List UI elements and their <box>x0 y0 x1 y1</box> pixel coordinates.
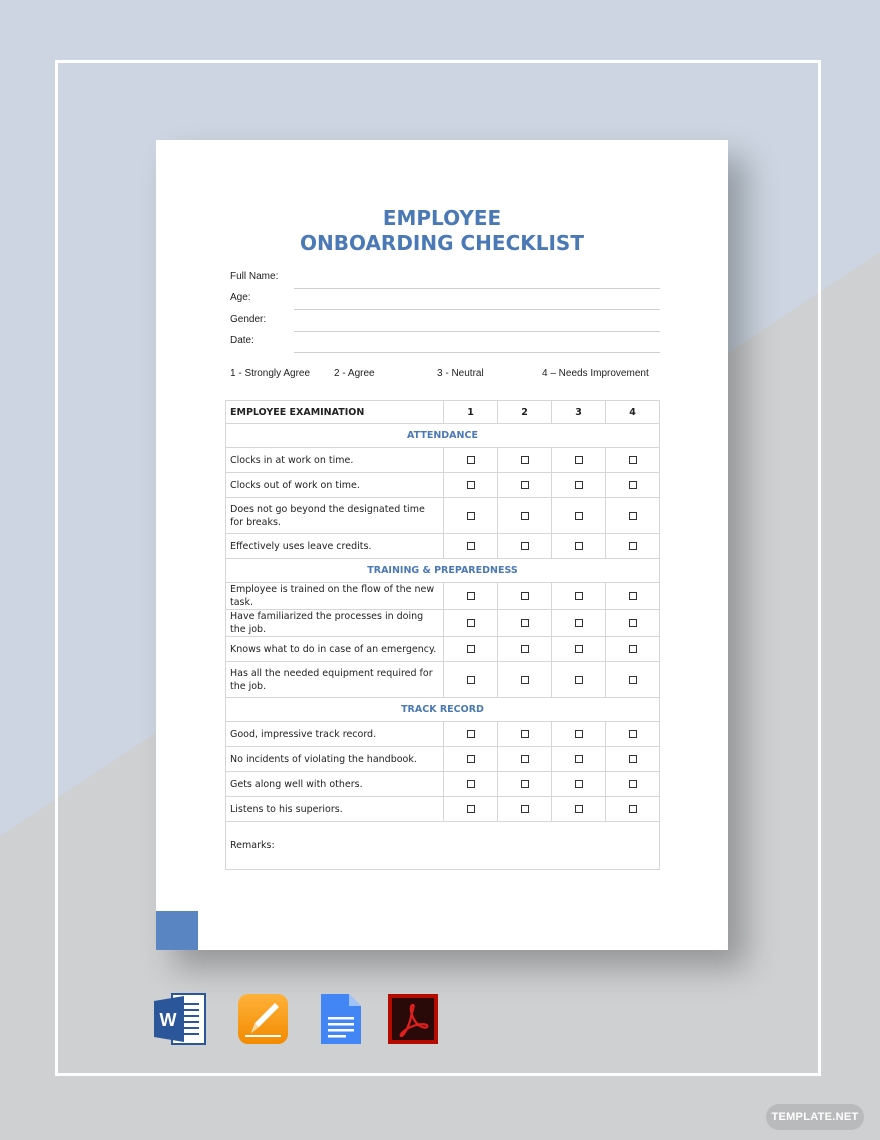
examination-table <box>225 400 660 870</box>
checklist-row <box>226 662 660 698</box>
rating-cell-2 <box>498 448 552 473</box>
rating-checkbox[interactable] <box>467 645 475 653</box>
rating-cell-4 <box>606 534 660 559</box>
rating-checkbox[interactable] <box>521 730 529 738</box>
rating-checkbox[interactable] <box>467 512 475 520</box>
rating-checkbox[interactable] <box>467 805 475 813</box>
rating-checkbox[interactable] <box>629 512 637 520</box>
rating-checkbox[interactable] <box>521 542 529 550</box>
rating-checkbox[interactable] <box>629 592 637 600</box>
rating-checkbox[interactable] <box>521 805 529 813</box>
rating-cell-3 <box>552 448 606 473</box>
rating-cell-4 <box>606 747 660 772</box>
section-header-row <box>226 698 660 722</box>
rating-cell-2 <box>498 722 552 747</box>
checklist-item-label: Has all the needed equipment required for the job. <box>226 662 444 698</box>
section-title: TRACK RECORD <box>226 698 660 722</box>
table-header-row <box>226 401 660 424</box>
rating-checkbox[interactable] <box>629 676 637 684</box>
rating-cell-1 <box>444 722 498 747</box>
column-header-1: 1 <box>444 401 498 424</box>
rating-checkbox[interactable] <box>575 542 583 550</box>
rating-cell-2 <box>498 583 552 610</box>
checklist-row <box>226 473 660 498</box>
rating-checkbox[interactable] <box>575 730 583 738</box>
field-label: Age: <box>230 292 251 303</box>
scale-label-4: 4 – Needs Improvement <box>542 368 649 379</box>
rating-checkbox[interactable] <box>521 619 529 627</box>
rating-cell-4 <box>606 662 660 698</box>
rating-cell-3 <box>552 797 606 822</box>
document-page <box>156 140 728 950</box>
rating-cell-1 <box>444 534 498 559</box>
checklist-row <box>226 747 660 772</box>
rating-cell-3 <box>552 534 606 559</box>
checklist-item-label: Have familiarized the processes in doing the job. <box>226 610 444 637</box>
rating-checkbox[interactable] <box>521 592 529 600</box>
rating-cell-2 <box>498 534 552 559</box>
rating-cell-3 <box>552 498 606 534</box>
field-label: Gender: <box>230 314 267 325</box>
checklist-item-label: Clocks in at work on time. <box>226 448 444 473</box>
checklist-row <box>226 610 660 637</box>
rating-cell-2 <box>498 662 552 698</box>
template-net-watermark[interactable]: TEMPLATE.NET <box>766 1104 864 1130</box>
rating-checkbox[interactable] <box>629 805 637 813</box>
rating-checkbox[interactable] <box>575 676 583 684</box>
column-header-3: 3 <box>552 401 606 424</box>
scale-label-1: 1 - Strongly Agree <box>230 368 311 379</box>
rating-checkbox[interactable] <box>629 542 637 550</box>
checklist-row <box>226 448 660 473</box>
rating-cell-4 <box>606 610 660 637</box>
section-header-row <box>226 424 660 448</box>
corner-accent-block <box>156 911 198 950</box>
field-label: Date: <box>230 335 254 346</box>
rating-cell-3 <box>552 662 606 698</box>
pdf-icon[interactable] <box>387 993 439 1045</box>
scale-label-3: 3 - Neutral <box>437 368 484 379</box>
document-title <box>156 206 728 256</box>
checklist-item-label: Does not go beyond the designated time for breaks. <box>226 498 444 534</box>
rating-cell-2 <box>498 637 552 662</box>
checklist-row <box>226 583 660 610</box>
rating-cell-3 <box>552 473 606 498</box>
rating-cell-3 <box>552 747 606 772</box>
rating-cell-1 <box>444 448 498 473</box>
checklist-item-label: Knows what to do in case of an emergency. <box>226 637 444 662</box>
full-name-field[interactable] <box>230 267 660 289</box>
rating-cell-3 <box>552 772 606 797</box>
rating-checkbox[interactable] <box>521 755 529 763</box>
title-line-1: EMPLOYEE <box>382 206 502 230</box>
gender-field[interactable] <box>230 310 660 332</box>
date-field[interactable] <box>230 331 660 353</box>
field-underline <box>294 352 660 353</box>
rating-checkbox[interactable] <box>629 619 637 627</box>
rating-checkbox[interactable] <box>575 592 583 600</box>
rating-checkbox[interactable] <box>575 619 583 627</box>
rating-cell-3 <box>552 722 606 747</box>
column-header-4: 4 <box>606 401 660 424</box>
remarks-label: Remarks: <box>226 822 660 870</box>
rating-cell-1 <box>444 498 498 534</box>
rating-cell-2 <box>498 498 552 534</box>
section-title: TRAINING & PREPAREDNESS <box>226 559 660 583</box>
field-label: Full Name: <box>230 271 279 282</box>
rating-cell-4 <box>606 498 660 534</box>
title-line-2: ONBOARDING CHECKLIST <box>300 231 584 255</box>
rating-checkbox[interactable] <box>629 730 637 738</box>
checklist-item-label: Employee is trained on the flow of the new task. <box>226 583 444 610</box>
rating-cell-3 <box>552 583 606 610</box>
rating-checkbox[interactable] <box>467 755 475 763</box>
rating-cell-4 <box>606 722 660 747</box>
rating-checkbox[interactable] <box>575 780 583 788</box>
google-docs-icon[interactable] <box>315 993 367 1045</box>
rating-checkbox[interactable] <box>521 645 529 653</box>
checklist-row <box>226 722 660 747</box>
checklist-row <box>226 772 660 797</box>
rating-checkbox[interactable] <box>521 512 529 520</box>
checklist-item-label: Clocks out of work on time. <box>226 473 444 498</box>
rating-cell-4 <box>606 637 660 662</box>
checklist-item-label: Listens to his superiors. <box>226 797 444 822</box>
rating-checkbox[interactable] <box>575 645 583 653</box>
rating-cell-2 <box>498 772 552 797</box>
scale-label-2: 2 - Agree <box>334 368 375 379</box>
rating-cell-3 <box>552 610 606 637</box>
rating-cell-1 <box>444 473 498 498</box>
rating-cell-1 <box>444 637 498 662</box>
rating-cell-1 <box>444 772 498 797</box>
rating-checkbox[interactable] <box>629 481 637 489</box>
rating-checkbox[interactable] <box>521 676 529 684</box>
rating-checkbox[interactable] <box>521 456 529 464</box>
rating-checkbox[interactable] <box>467 780 475 788</box>
checklist-row <box>226 498 660 534</box>
rating-cell-1 <box>444 797 498 822</box>
table-header-title: EMPLOYEE EXAMINATION <box>226 401 444 424</box>
rating-checkbox[interactable] <box>629 755 637 763</box>
pages-icon[interactable] <box>237 993 289 1045</box>
rating-cell-4 <box>606 772 660 797</box>
rating-checkbox[interactable] <box>467 481 475 489</box>
rating-checkbox[interactable] <box>467 592 475 600</box>
svg-text:W: W <box>159 1010 177 1030</box>
checklist-item-label: No incidents of violating the handbook. <box>226 747 444 772</box>
rating-cell-2 <box>498 473 552 498</box>
checklist-item-label: Effectively uses leave credits. <box>226 534 444 559</box>
checklist-row <box>226 637 660 662</box>
rating-checkbox[interactable] <box>629 645 637 653</box>
rating-checkbox[interactable] <box>521 780 529 788</box>
age-field[interactable] <box>230 288 660 310</box>
rating-cell-1 <box>444 610 498 637</box>
rating-cell-4 <box>606 797 660 822</box>
rating-checkbox[interactable] <box>575 755 583 763</box>
rating-checkbox[interactable] <box>629 780 637 788</box>
rating-checkbox[interactable] <box>467 730 475 738</box>
rating-checkbox[interactable] <box>467 619 475 627</box>
rating-cell-4 <box>606 473 660 498</box>
word-icon[interactable] <box>154 993 206 1045</box>
checklist-row <box>226 797 660 822</box>
rating-checkbox[interactable] <box>575 805 583 813</box>
section-header-row <box>226 559 660 583</box>
rating-checkbox[interactable] <box>575 481 583 489</box>
rating-checkbox[interactable] <box>467 542 475 550</box>
rating-checkbox[interactable] <box>521 481 529 489</box>
rating-checkbox[interactable] <box>467 676 475 684</box>
column-header-2: 2 <box>498 401 552 424</box>
rating-checkbox[interactable] <box>575 512 583 520</box>
section-title: ATTENDANCE <box>226 424 660 448</box>
rating-cell-2 <box>498 610 552 637</box>
rating-cell-4 <box>606 583 660 610</box>
rating-cell-1 <box>444 747 498 772</box>
rating-cell-4 <box>606 448 660 473</box>
rating-checkbox[interactable] <box>467 456 475 464</box>
checklist-item-label: Gets along well with others. <box>226 772 444 797</box>
rating-cell-2 <box>498 747 552 772</box>
rating-checkbox[interactable] <box>629 456 637 464</box>
rating-cell-3 <box>552 637 606 662</box>
checklist-row <box>226 534 660 559</box>
checklist-item-label: Good, impressive track record. <box>226 722 444 747</box>
rating-cell-1 <box>444 662 498 698</box>
rating-cell-1 <box>444 583 498 610</box>
remarks-row[interactable] <box>226 822 660 870</box>
rating-checkbox[interactable] <box>575 456 583 464</box>
rating-cell-2 <box>498 797 552 822</box>
